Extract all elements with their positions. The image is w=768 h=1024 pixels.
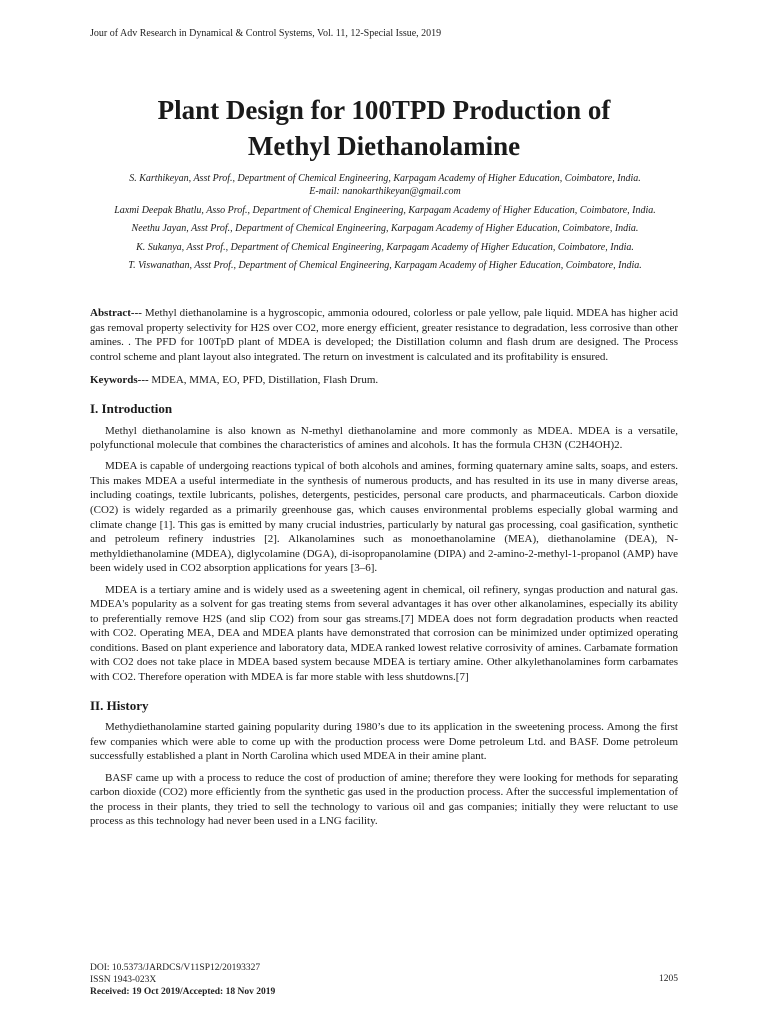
paper-body bbox=[90, 306, 678, 835]
title-line-1: Plant Design for 100TPD Production of bbox=[157, 95, 611, 125]
author-1: S. Karthikeyan, Asst Prof., Department of Chemical Engineering, Karpagam Academy of Higher Education, Coimbatore, India. bbox=[129, 173, 641, 184]
journal-header: Jour of Adv Research in Dynamical & Control Systems, Vol. 11, 12-Special Issue, 2019 bbox=[90, 28, 442, 39]
keywords-text: MDEA, MMA, EO, PFD, Distillation, Flash Drum. bbox=[148, 374, 379, 387]
keywords-label: Keywords--- bbox=[90, 374, 149, 387]
author-list bbox=[90, 172, 680, 278]
section-heading-history: II. History bbox=[90, 697, 149, 713]
title-line-2: Methyl Diethanolamine bbox=[247, 131, 521, 161]
intro-paragraph-2: MDEA is capable of undergoing reactions typical of both alcohols and amines, forming quaternary amine salts, soaps, and esters. This makes MDEA a useful intermediate in the synthesis of numerous products, and has resulted in its use in many diverse areas, including coatings, textile lubricants, polishes, detergents, pesticides, personal care products, and pharmaceuticals. Carbon dioxide (CO2) is widely regarded as a primarily greenhouse gas, which causes environmental problems especially global warming and climate change [1]. This gas is emitted by many crucial industries, particularly by natural gas processing, coal gasification, synthetic and petroleum refinery industries [2]. Alkanolamines such as monoethanolamine (MEA), diethanolamine (DEA), N-methyldiethanolamine (MDEA), diglycolamine (DGA), di-isopropanolamine (DIPA) and 2-amino-2-methyl-1-propanol (AMP) have been widely used in CO2 absorption applications for years [3–6]. bbox=[90, 460, 678, 575]
received-accepted-text: Received: 19 Oct 2019/Accepted: 18 Nov 2019 bbox=[90, 987, 276, 997]
author-1-email: E-mail: nanokarthikeyan@gmail.com bbox=[309, 186, 461, 197]
intro-paragraph-3: MDEA is a tertiary amine and is widely used as a sweetening agent in chemical, oil refinery, syngas production and natural gas. MDEA's popularity as a solvent for gas treating stems from several advantages it has over other alkanolamines, especially its ability to preferentially remove H2S (and slip CO2) from sour gas streams.[7] MDEA does not form degradation products when reacted with CO2. Operating MEA, DEA and MDEA plants have demonstrated that corrosion can be minimized under optimized operating conditions. Based on plant experience and laboratory data, MDEA ranked lowest relative corrosivity of amines. Carbamate formation with CO2 does not take place in MDEA based system because MDEA is tertiary amine. Other alkylethanolamines form carbamates with CO2. Therefore operation with MDEA is far more stable with less shutdowns.[7] bbox=[90, 583, 678, 684]
author-affiliation bbox=[90, 172, 680, 198]
section-heading-introduction: I. Introduction bbox=[90, 400, 173, 416]
history-paragraph-1: Methydiethanolamine started gaining popularity during 1980’s due to its application in the sweetening process. Among the first few companies which were able to come up with the production process were Dome petroleum Ltd. and BASF. Dome petroleum successfully established a plant in North Carolina which used MDEA in their amine plant. bbox=[90, 721, 678, 763]
doi-text: DOI: 10.5373/JARDCS/V11SP12/20193327 bbox=[90, 963, 261, 973]
intro-paragraph-1: Methyl diethanolamine is also known as N-methyl diethanolamine and more commonly as MDEA. MDEA is a versatile, polyfunctional molecule that combines the characteristics of amines and alcohols. It has the formula CH3N (C2H4OH)2. bbox=[90, 424, 678, 452]
abstract bbox=[90, 306, 678, 364]
page-footer bbox=[90, 962, 275, 998]
keywords bbox=[90, 373, 678, 388]
history-paragraph-2: BASF came up with a process to reduce the cost of production of amine; therefore they were looking for methods for separating carbon dioxide (CO2) more efficiently from the synthetic gas used in the production process. After the successful implementation of the process in their plants, they tried to sell the technology to various oil and gas companies; initially they were reluctant to use process as this technology had never been used in a LNG facility. bbox=[90, 771, 678, 828]
abstract-label: Abstract--- bbox=[90, 307, 142, 319]
page-number: 1205 bbox=[659, 974, 678, 984]
abstract-text: Methyl diethanolamine is a hygroscopic, ammonia odoured, colorless or pale yellow, pale liquid. MDEA has higher acid gas removal property selectivity for H2S over CO2, more energy efficient, greater resistance to degradation, less corrosive than other amines. . The PFD for 100TpD plant of MDEA is developed; the Distillation column and flash drum are designed. The Process control scheme and plant layout also integrated. The return on investment is calculated and its profitability is ensured. bbox=[90, 307, 678, 363]
author-4: K. Sukanya, Asst Prof., Department of Chemical Engineering, Karpagam Academy of Higher Education, Coimbatore, India. bbox=[136, 241, 634, 253]
issn-text: ISSN 1943-023X bbox=[90, 975, 157, 985]
paper-title bbox=[60, 92, 708, 164]
author-3: Neethu Jayan, Asst Prof., Department of Chemical Engineering, Karpagam Academy of Higher Education, Coimbatore, India. bbox=[131, 223, 639, 234]
author-2: Laxmi Deepak Bhatlu, Asso Prof., Department of Chemical Engineering, Karpagam Academy of Higher Education, Coimbatore, India. bbox=[114, 204, 656, 216]
author-5: T. Viswanathan, Asst Prof., Department of Chemical Engineering, Karpagam Academy of Higher Education, Coimbatore, India. bbox=[128, 260, 642, 271]
